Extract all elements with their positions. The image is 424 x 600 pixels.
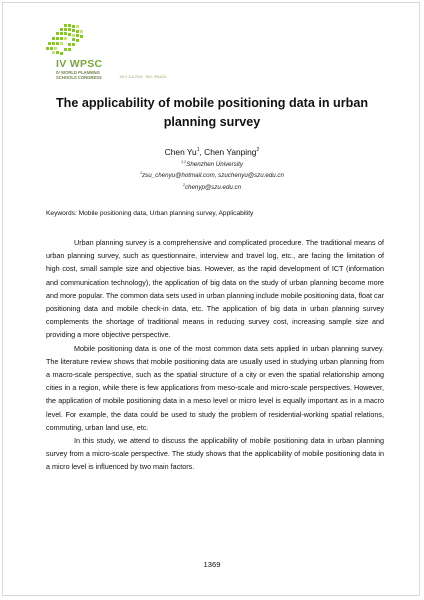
body-paragraph: In this study, we attend to discuss the applicability of mobile positioning data in urban planning survey from a micro-scale perspective. The study shows that the applicability of mobile positioning data in a micro level is influenced by two main factors. [46, 436, 384, 472]
email-line [0, 184, 424, 191]
page-number: 1369 [203, 560, 221, 569]
logo-subtitle: IV WORLD PLANNING SCHOOLS CONGRESS [56, 70, 102, 80]
author-name: Chen Yu [164, 147, 197, 157]
email-address: zsu_chenyu@hotmail.com, szuchenyu@szu.edu.cn [142, 172, 284, 179]
author-name: Chen Yanping [204, 147, 257, 157]
affiliation-line [0, 161, 424, 168]
body-text [46, 236, 384, 474]
email-address: chenyp@szu.edu.cn [184, 184, 242, 191]
keywords: Keywords: Mobile positioning data, Urban planning survey, Applicability [46, 210, 254, 217]
affiliation-university: Shenzhen University [186, 161, 243, 168]
author-separator: , [199, 147, 205, 157]
author-affiliation-mark: 2 [256, 147, 260, 154]
congress-logo [16, 22, 176, 80]
author-line [0, 147, 424, 157]
globe-logo-icon [42, 22, 86, 58]
logo-tagline: JULY 3-8 2016 · RIO, BRAZIL [119, 75, 167, 79]
body-paragraph: Urban planning survey is a comprehensive and complicated procedure. The traditional means of urban planning survey, such as questionnaire, interview and travel log, etc., are facing the limitation of high cost, small sample size and objective bias. However, as the rapid development of ICT (information and communication technology), the application of big data on the study of urban planning become more and more popular. The common data sets used in urban planning include mobile positioning data, float car positioning data and mobile check-in data, etc. The application of big data in urban planning survey complements the shortage of traditional means in reducing survey cost, increasing sample size and providing a more objective perspective. [46, 238, 384, 340]
affiliation-mark: 1,2 [181, 159, 187, 164]
logo-title: IV WPSC [56, 58, 103, 70]
email-mark: 1 [140, 170, 143, 175]
email-line [0, 172, 424, 179]
email-mark: 2 [182, 182, 185, 187]
paper-title: The applicability of mobile positioning data in urban planning survey [55, 96, 369, 129]
body-paragraph: Mobile positioning data is one of the most common data sets applied in urban planning survey. The literature review shows that mobile positioning data are usually used in studying urban planning from a macro-scale perspective, such as the spatial structure of a city or even the spatial relationship among cities in a region, while there is few applications from meso-scale and micro-scale perspectives. However, the application of mobile positioning data in a meso level or micro level is equally important as in a macro level. For example, the data could be used to study the problem of residential-working spatial relations, commuting, urban land use, etc. [46, 343, 384, 432]
author-affiliation-mark: 1 [196, 147, 200, 154]
